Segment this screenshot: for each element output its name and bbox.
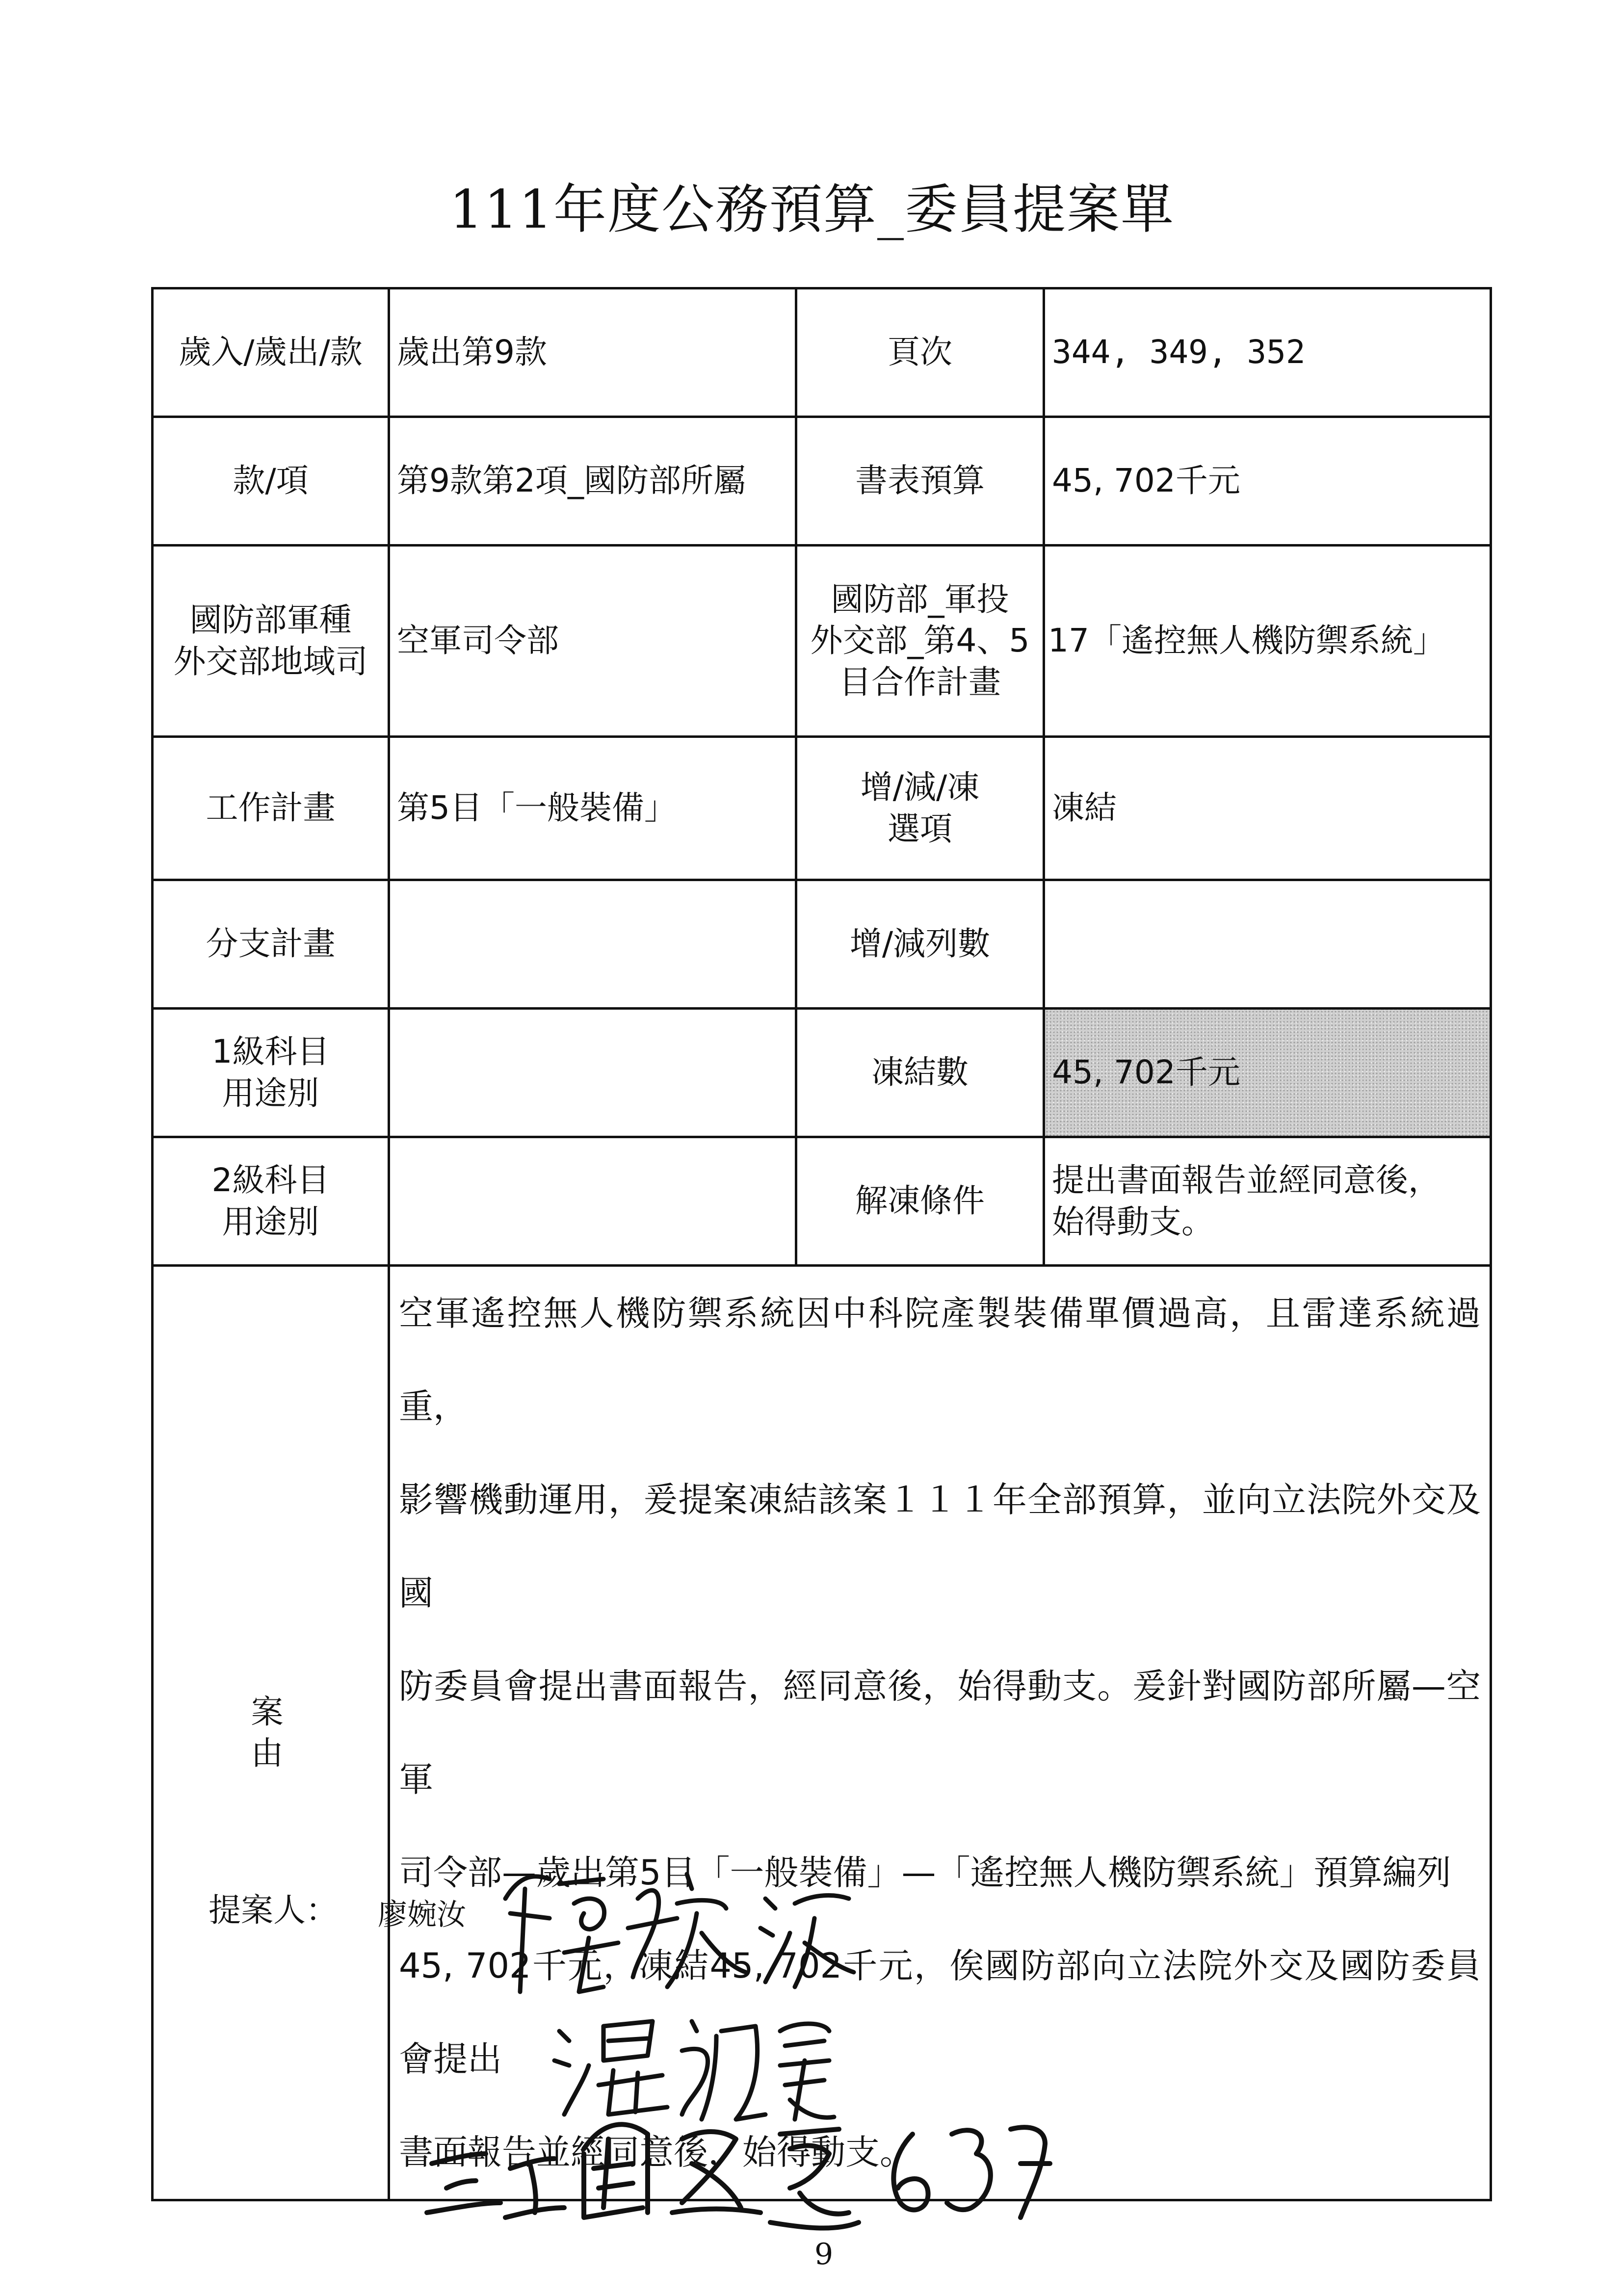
- label-option: [796, 737, 1044, 880]
- label-investment-plan: [796, 546, 1044, 737]
- label-level2-subject-line1: 2級科目: [211, 1161, 330, 1200]
- value-level2-subject: [389, 1137, 796, 1266]
- label-investment-plan-line1: 國防部_軍投: [831, 580, 1009, 618]
- proposer-name: 廖婉汝: [378, 1898, 466, 1932]
- label-investment-plan-line2: 外交部_第4、5: [810, 622, 1030, 660]
- label-level2-subject: [153, 1137, 389, 1266]
- value-work-plan: 第5目「一般裝備」: [389, 737, 796, 880]
- label-frozen-amount: 凍結數: [796, 1009, 1044, 1137]
- label-work-plan: 工作計畫: [153, 737, 389, 880]
- row-work-plan: [153, 737, 1491, 880]
- row-level2-subject: [153, 1137, 1491, 1266]
- label-service-branch-line1: 國防部軍種: [189, 601, 352, 639]
- label-section-item: 款/項: [153, 417, 389, 546]
- label-level1-subject-line1: 1級科目: [211, 1033, 330, 1071]
- page-title: 111年度公務預算_委員提案單: [449, 179, 1175, 240]
- value-statement-budget: 45, 702千元: [1044, 417, 1491, 546]
- value-option: 凍結: [1044, 737, 1491, 880]
- label-service-branch-line2: 外交部地域司: [173, 642, 368, 680]
- value-level1-subject: [389, 1009, 796, 1137]
- value-frozen-amount: 45, 702千元: [1044, 1009, 1491, 1137]
- reason-line: 45, 702千元，凍結45, 702千元，俟國防部向立法院外交及國防委員會提出: [399, 1946, 1481, 2079]
- label-statement-budget: 書表預算: [796, 417, 1044, 546]
- value-unfreeze-condition-line1: 提出書面報告並經同意後，: [1052, 1161, 1441, 1200]
- page-number: 9: [814, 2237, 834, 2271]
- value-investment-plan: 17「遙控無人機防禦系統」: [1044, 546, 1491, 737]
- label-branch-plan: 分支計畫: [153, 880, 389, 1009]
- label-level1-subject-line2: 用途別: [222, 1074, 319, 1112]
- handwritten-signature-3: [417, 2090, 1079, 2252]
- row-budget-type: [153, 288, 1491, 417]
- label-adjust-amount: 增/減列數: [796, 880, 1044, 1009]
- label-unfreeze-condition: 解凍條件: [796, 1137, 1044, 1266]
- value-unfreeze-condition: [1044, 1137, 1491, 1266]
- row-level1-subject: [153, 1009, 1491, 1137]
- value-service-branch: 空軍司令部: [389, 546, 796, 737]
- label-investment-plan-line3: 目合作計畫: [839, 663, 1001, 701]
- row-section-item: [153, 417, 1491, 546]
- reason-line: 空軍遙控無人機防禦系統因中科院產製裝備單價過高，且雷達系統過重，: [399, 1293, 1481, 1427]
- reason-line: 防委員會提出書面報告，經同意後，始得動支。爰針對國防部所屬—空軍: [399, 1666, 1481, 1800]
- label-level2-subject-line2: 用途別: [222, 1202, 319, 1241]
- proposer-label: 提案人：: [209, 1891, 338, 1929]
- value-branch-plan: [389, 880, 796, 1009]
- label-page-ref: 頁次: [796, 288, 1044, 417]
- label-reason: 案由: [153, 1266, 389, 2200]
- value-budget-type: 歲出第9款: [389, 288, 796, 417]
- reason-line: 司令部—歲出第5目「一般裝備」—「遙控無人機防禦系統」預算編列: [399, 1852, 1451, 1893]
- label-option-line2: 選項: [888, 809, 952, 848]
- row-service-branch: [153, 546, 1491, 737]
- value-unfreeze-condition-line2: 始得動支。: [1052, 1202, 1214, 1241]
- label-option-line1: 增/減/凍: [860, 768, 980, 807]
- row-branch-plan: [153, 880, 1491, 1009]
- value-page-ref: 344, 349, 352: [1044, 288, 1491, 417]
- handwritten-signature-1: [491, 1845, 864, 2007]
- label-level1-subject: [153, 1009, 389, 1137]
- value-section-item: 第9款第2項_國防部所屬: [389, 417, 796, 546]
- reason-line: 影響機動運用，爰提案凍結該案１１１年全部預算，並向立法院外交及國: [399, 1480, 1481, 1613]
- value-adjust-amount: [1044, 880, 1491, 1009]
- label-service-branch: [153, 546, 389, 737]
- label-budget-type: 歲入/歲出/款: [153, 288, 389, 417]
- reason-line: 書面報告並經同意後，始得動支。: [399, 2132, 914, 2172]
